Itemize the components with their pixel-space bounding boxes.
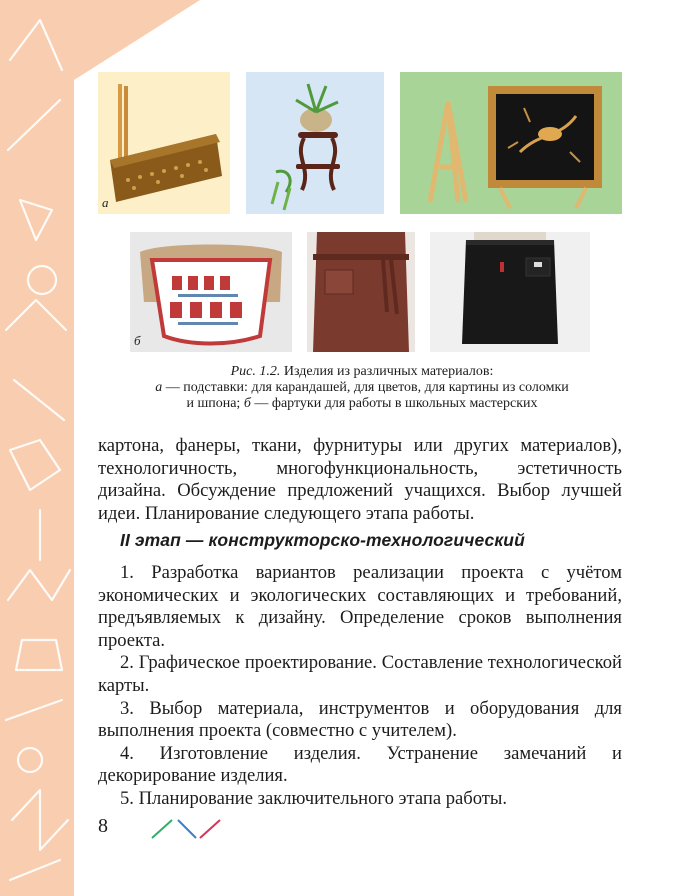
intro-paragraph: картона, фанеры, ткани, фурнитуры или других материалов), технологичность, многофункциональность, эстетичность дизайна. Обсуждение предложений учащихся. Выбор лучшей идеи. Планирование следующего этапа работы. [98, 435, 622, 524]
figure-caption [98, 364, 626, 412]
caption-b-letter: б [243, 396, 251, 411]
photo-flower-stand [246, 72, 384, 214]
page-number: 8 [98, 815, 108, 837]
photo-easel-picture [400, 72, 622, 214]
list-item: 1. Разработка вариантов реализации проекта с учётом экономических и экологических составляющих и требований, предъявляемых к дизайну. Определение сроков выполнения проекта. [98, 561, 622, 651]
caption-b-text: — фартуки для работы в школьных мастерских [250, 396, 538, 411]
margin-geometric-ornament [0, 0, 74, 896]
figure-letter-b: б [134, 333, 141, 348]
page-ornament-lines [150, 818, 230, 840]
caption-title: Изделия из различных материалов: [280, 364, 494, 379]
photo-brown-apron [307, 232, 415, 352]
photo-pencil-holder [98, 72, 230, 214]
list-item: 3. Выбор материала, инструментов и оборудования для выполнения проекта (совместно с учителем). [98, 697, 622, 742]
stage-heading: II этап — конструкторско-технологический [120, 530, 525, 551]
main-text [98, 435, 622, 811]
figure-letter-a: а [102, 195, 109, 210]
caption-b-line-start: и шпона; [186, 396, 244, 411]
caption-a-text: — подставки: для карандашей, для цветов, для картины из соломки [162, 380, 569, 395]
list-item: 2. Графическое проектирование. Составление технологической карты. [98, 652, 622, 696]
list-item: 4. Изготовление изделия. Устранение замечаний и декорирование изделия. [98, 742, 622, 787]
list-item: 5. Планирование заключительного этапа работы. [120, 787, 508, 809]
caption-a-letter: а [155, 380, 163, 395]
photo-black-apron [430, 232, 590, 352]
caption-label: Рис. 1.2. [230, 364, 281, 379]
photo-patterned-apron [130, 232, 292, 352]
